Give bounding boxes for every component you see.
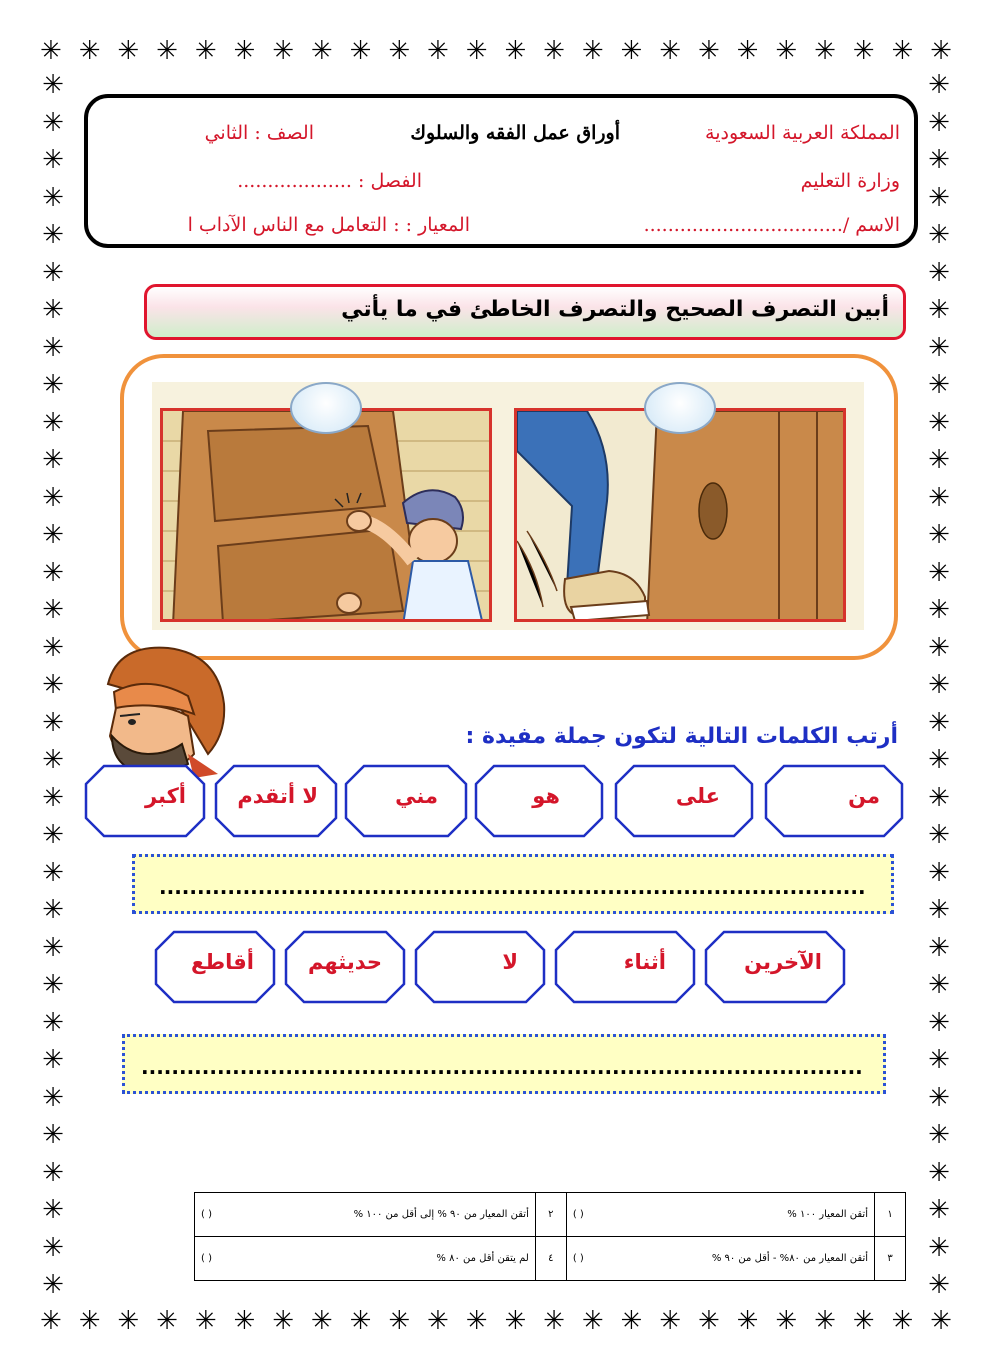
word-card-label: الآخرين [744, 950, 822, 974]
word-card-label: لا أتقدم [237, 784, 318, 808]
star-icon: ✳ [928, 1195, 950, 1225]
star-icon: ✳ [42, 632, 64, 663]
word-card[interactable] [344, 764, 468, 838]
star-icon: ✳ [659, 36, 682, 66]
answer-bubble-left[interactable] [290, 382, 362, 434]
standard-label: المعيار : : التعامل مع الناس الآداب ا [187, 214, 470, 236]
star-icon: ✳ [42, 520, 64, 550]
criteria-text: أتقن المعيار ١٠٠ % [787, 1209, 868, 1220]
star-icon: ✳ [272, 1306, 295, 1336]
kicking-picture [514, 408, 846, 622]
star-icon: ✳ [928, 1232, 950, 1263]
star-icon: ✳ [928, 520, 950, 550]
criteria-table [194, 1192, 906, 1281]
star-icon: ✳ [42, 895, 64, 925]
star-icon: ✳ [78, 1306, 101, 1336]
word-card-label: أثناء [623, 950, 666, 974]
star-icon: ✳ [620, 1306, 643, 1336]
star-icon: ✳ [42, 182, 64, 213]
star-icon: ✳ [928, 745, 950, 775]
star-icon: ✳ [928, 782, 950, 813]
star-icon: ✳ [42, 782, 64, 813]
answer-line-1[interactable] [132, 854, 894, 914]
star-icon: ✳ [928, 595, 950, 625]
word-card-label: على [675, 784, 720, 808]
border-right [924, 72, 954, 1298]
grade-label: الصف : الثاني [204, 122, 314, 144]
star-icon: ✳ [928, 70, 950, 100]
star-icon: ✳ [928, 295, 950, 325]
star-icon: ✳ [928, 895, 950, 925]
star-icon: ✳ [42, 107, 64, 138]
star-icon: ✳ [42, 670, 64, 700]
star-icon: ✳ [928, 370, 950, 400]
star-icon: ✳ [465, 1306, 488, 1336]
border-top [40, 36, 952, 66]
word-card[interactable] [214, 764, 338, 838]
star-icon: ✳ [272, 36, 295, 66]
star-icon: ✳ [543, 36, 565, 66]
name-field: الاسم /................................. [643, 214, 900, 236]
star-icon: ✳ [78, 36, 101, 66]
criteria-num: ٤ [535, 1237, 566, 1281]
star-icon: ✳ [42, 1082, 64, 1113]
star-icon: ✳ [928, 332, 950, 363]
criteria-text: أتقن المعيار من ٩٠ % إلى أقل من ١٠٠ % [353, 1209, 529, 1220]
star-icon: ✳ [928, 820, 950, 850]
kingdom-label: المملكة العربية السعودية [705, 122, 900, 144]
star-icon: ✳ [928, 445, 950, 475]
criteria-num: ١ [875, 1193, 906, 1237]
semester-field: الفصل : ................... [237, 170, 422, 192]
star-icon: ✳ [928, 857, 950, 888]
star-icon: ✳ [928, 1270, 950, 1300]
star-icon: ✳ [928, 145, 950, 175]
star-icon: ✳ [814, 1306, 836, 1336]
star-icon: ✳ [930, 1306, 952, 1336]
criteria-cell [195, 1237, 536, 1281]
star-icon: ✳ [349, 36, 372, 66]
answer-line-2[interactable] [122, 1034, 886, 1094]
word-card[interactable] [414, 930, 546, 1004]
star-icon: ✳ [42, 595, 64, 625]
word-card[interactable] [284, 930, 406, 1004]
star-icon: ✳ [928, 1007, 950, 1038]
answer-dots-1: ............................................................................................. [159, 875, 866, 899]
star-icon: ✳ [928, 670, 950, 700]
star-icon: ✳ [42, 1270, 64, 1300]
character-illustration [98, 644, 228, 778]
star-icon: ✳ [42, 70, 64, 100]
star-icon: ✳ [42, 1232, 64, 1263]
worksheet-title: أوراق عمل الفقه والسلوك [410, 122, 620, 144]
border-bottom [40, 1306, 952, 1336]
star-icon: ✳ [388, 1306, 411, 1336]
star-icon: ✳ [42, 1120, 64, 1150]
criteria-mark[interactable]: ( ) [572, 1253, 584, 1264]
star-icon: ✳ [156, 36, 178, 66]
star-icon: ✳ [928, 107, 950, 138]
star-icon: ✳ [504, 1306, 527, 1336]
star-icon: ✳ [156, 1306, 178, 1336]
star-icon: ✳ [233, 1306, 256, 1336]
star-icon: ✳ [117, 36, 140, 66]
word-card-label: من [848, 784, 880, 808]
criteria-row [195, 1193, 906, 1237]
star-icon: ✳ [40, 36, 62, 66]
star-icon: ✳ [42, 145, 64, 175]
star-icon: ✳ [42, 707, 64, 738]
question2-instruction: أرتب الكلمات التالية لتكون جملة مفيدة : [465, 724, 898, 749]
star-icon: ✳ [928, 182, 950, 213]
star-icon: ✳ [388, 36, 411, 66]
star-icon: ✳ [581, 1306, 604, 1336]
star-icon: ✳ [928, 1045, 950, 1075]
criteria-cell [566, 1237, 874, 1281]
ministry-label: وزارة التعليم [800, 170, 900, 192]
star-icon: ✳ [42, 445, 64, 475]
star-icon: ✳ [194, 36, 217, 66]
star-icon: ✳ [42, 220, 64, 250]
star-icon: ✳ [928, 1120, 950, 1150]
word-card[interactable] [474, 764, 604, 838]
star-icon: ✳ [852, 1306, 875, 1336]
word-card[interactable] [154, 930, 276, 1004]
star-icon: ✳ [42, 1045, 64, 1075]
star-icon: ✳ [465, 36, 488, 66]
word-card[interactable] [554, 930, 696, 1004]
star-icon: ✳ [736, 36, 759, 66]
star-icon: ✳ [233, 36, 256, 66]
star-icon: ✳ [194, 1306, 217, 1336]
answer-bubble-right[interactable] [644, 382, 716, 434]
star-icon: ✳ [42, 820, 64, 850]
word-card-label: هو [532, 784, 560, 808]
star-icon: ✳ [427, 36, 449, 66]
criteria-num: ٣ [875, 1237, 906, 1281]
word-card[interactable] [84, 764, 206, 838]
star-icon: ✳ [697, 1306, 720, 1336]
star-icon: ✳ [543, 1306, 565, 1336]
star-icon: ✳ [736, 1306, 759, 1336]
criteria-cell [566, 1193, 874, 1237]
star-icon: ✳ [310, 1306, 333, 1336]
star-icon: ✳ [775, 1306, 798, 1336]
knocking-picture [160, 408, 492, 622]
star-icon: ✳ [620, 36, 643, 66]
criteria-num: ٢ [535, 1193, 566, 1237]
star-icon: ✳ [928, 707, 950, 738]
star-icon: ✳ [310, 36, 333, 66]
criteria-text: لم يتقن أقل من ٨٠ % [436, 1253, 529, 1264]
star-icon: ✳ [659, 1306, 682, 1336]
criteria-mark[interactable]: ( ) [572, 1209, 584, 1220]
star-icon: ✳ [349, 1306, 372, 1336]
star-icon: ✳ [42, 482, 64, 513]
star-icon: ✳ [928, 407, 950, 438]
star-icon: ✳ [928, 220, 950, 250]
border-left [38, 72, 68, 1298]
star-icon: ✳ [928, 482, 950, 513]
criteria-text: أتقن المعيار من ٨٠% - أقل من ٩٠ % [711, 1253, 868, 1264]
star-icon: ✳ [928, 932, 950, 963]
star-icon: ✳ [891, 36, 914, 66]
star-icon: ✳ [42, 745, 64, 775]
word-card-label: أكبر [144, 784, 186, 808]
star-icon: ✳ [852, 36, 875, 66]
criteria-cell [195, 1193, 536, 1237]
star-icon: ✳ [42, 932, 64, 963]
star-icon: ✳ [42, 295, 64, 325]
question1-title: أبين التصرف الصحيح والتصرف الخاطئ في ما يأتي [341, 297, 889, 322]
star-icon: ✳ [42, 1157, 64, 1188]
star-icon: ✳ [504, 36, 527, 66]
word-card-label: حديثهم [307, 950, 382, 974]
word-card[interactable] [704, 930, 846, 1004]
star-icon: ✳ [928, 632, 950, 663]
answer-dots-2: ............................................................................................... [141, 1055, 863, 1079]
star-icon: ✳ [42, 407, 64, 438]
word-card-label: لا [502, 950, 518, 974]
star-icon: ✳ [42, 557, 64, 588]
star-icon: ✳ [40, 1306, 62, 1336]
word-card-label: مني [395, 784, 438, 808]
star-icon: ✳ [928, 1157, 950, 1188]
star-icon: ✳ [42, 370, 64, 400]
star-icon: ✳ [928, 557, 950, 588]
star-icon: ✳ [42, 970, 64, 1000]
star-icon: ✳ [775, 36, 798, 66]
star-icon: ✳ [928, 970, 950, 1000]
star-icon: ✳ [427, 1306, 449, 1336]
star-icon: ✳ [814, 36, 836, 66]
criteria-mark[interactable]: ( ) [201, 1253, 212, 1264]
criteria-row [195, 1237, 906, 1281]
star-icon: ✳ [928, 257, 950, 288]
star-icon: ✳ [928, 1082, 950, 1113]
star-icon: ✳ [42, 1195, 64, 1225]
star-icon: ✳ [930, 36, 952, 66]
star-icon: ✳ [117, 1306, 140, 1336]
star-icon: ✳ [42, 857, 64, 888]
star-icon: ✳ [42, 257, 64, 288]
star-icon: ✳ [42, 1007, 64, 1038]
star-icon: ✳ [42, 332, 64, 363]
star-icon: ✳ [581, 36, 604, 66]
criteria-mark[interactable]: ( ) [201, 1209, 212, 1220]
star-icon: ✳ [697, 36, 720, 66]
star-icon: ✳ [891, 1306, 914, 1336]
word-card[interactable] [764, 764, 904, 838]
word-card-label: أقاطع [191, 950, 254, 974]
word-card[interactable] [614, 764, 754, 838]
question1-title-box [144, 284, 906, 340]
